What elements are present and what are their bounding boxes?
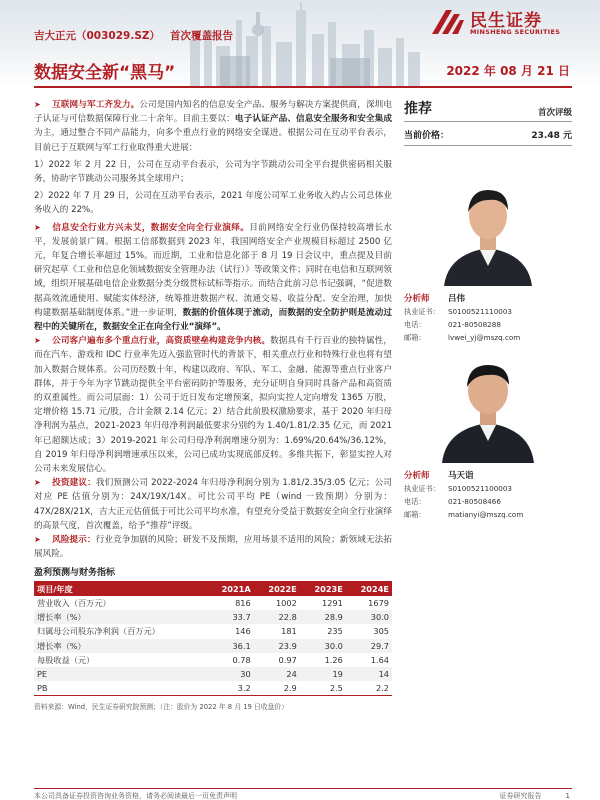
table-row: 营业收入（百万元） 816 1002 1291 1679 (37, 597, 389, 608)
footer-divider (34, 788, 572, 789)
financial-table (34, 582, 392, 697)
analyst-name: 吕伟 (448, 294, 466, 304)
analyst-role: 分析师 (404, 471, 430, 481)
table-header-row (34, 582, 392, 596)
footer-meta (476, 791, 570, 800)
bullet-arrow-icon: ➤ (34, 222, 41, 232)
paragraph-item-2: 2）2022 年 7 月 29 日，公司在互动平台表示，2021 年度公司军工业务收入约占公司总体业务收入的 22%。 (34, 191, 392, 216)
table-row: 归属母公司股东净利润（百万元） 146 181 235 305 (37, 626, 389, 637)
report-type: 首次覆盖报告 (170, 30, 233, 42)
analyst-photo (404, 176, 572, 286)
footer-disclaimer: 本公司具备证券投资咨询业务资格，请务必阅读最后一页免责声明 (34, 792, 237, 800)
analyst-role: 分析师 (404, 294, 430, 304)
paragraph-business: ➤ 互联网与军工齐发力。公司是国内知名的信息安全产品、服务与解决方案提供商，深圳电子认证与可信数据保障行业二十余年。目前主要以：电子认证产品、信息安全服务和安全集成为主，通过整合不同产品能力，向多个重点行业的网络安全谋进。根据公司在互动平台表示，目前已于互联网与军工行业取得重大进展： (34, 100, 392, 153)
paragraph-item-1: 1）2022 年 2 月 22 日，公司在互动平台表示，公司为字节跳动公司全平台提供密码相关服务，协助字节跳动公司服务其全球用户； (34, 159, 392, 185)
table-header-cell: 2022E (254, 582, 300, 596)
report-subtitle (34, 28, 243, 43)
analyst-name-row (404, 292, 572, 304)
company-ticker: 吉大正元（003029.SZ） (34, 30, 160, 42)
price-row (404, 128, 572, 146)
analyst-email[interactable]: lvwei_yj@mszq.com (448, 333, 521, 342)
analyst-email-row: 邮箱： matianyi@mszq.com (404, 510, 524, 519)
table-header-cell: 2021A (207, 582, 254, 596)
report-body (34, 98, 392, 715)
analyst-email[interactable]: matianyi@mszq.com (448, 510, 524, 519)
page-title: 数据安全新“黑马” (34, 63, 176, 83)
table-row: 每股收益（元） 0.78 0.97 1.26 1.64 (37, 654, 389, 665)
logo-chinese-text: 民生证券 (470, 11, 542, 31)
analyst-name: 马天诣 (448, 471, 474, 481)
table-row: 增长率（%） 36.1 23.9 30.0 29.7 (34, 639, 392, 653)
table-row: 增长率（%） 33.7 22.8 28.9 30.0 (34, 610, 392, 624)
analyst-phone-row: 电话： 021-80508288 (404, 320, 501, 329)
header-divider (34, 86, 572, 88)
sidebar (404, 98, 572, 520)
header-banner (0, 0, 600, 88)
price-value: 23.48 元 (531, 131, 572, 141)
table-header-cell: 2024E (346, 582, 392, 596)
table-row: PE 30 24 19 14 (34, 667, 392, 681)
table-source-note: 资料来源：Wind，民生证券研究院预测；（注：股价为 2022 年 8 月 19 日收盘价） (34, 703, 289, 712)
analyst-name-row (404, 469, 572, 481)
table-title: 盈利预测与财务指标 (34, 566, 392, 582)
rating-row (404, 98, 572, 122)
table-header-cell: 2023E (300, 582, 346, 596)
bullet-arrow-icon: ➤ (34, 100, 41, 109)
price-label: 当前价格： (404, 131, 450, 141)
table-header-cell: 项目/年度 (34, 582, 207, 596)
paragraph-risk: ➤ 风险提示：行业竞争加剧的风险；研发不及预期，应用场景不适用的风险；新领域无法拓展风险。 (34, 535, 392, 560)
bullet-arrow-icon: ➤ (34, 336, 41, 346)
analyst-email-row: 邮箱： lvwei_yj@mszq.com (404, 333, 521, 342)
paragraph-industry: ➤ 信息安全行业方兴未艾，数据安全向全行业演绎。目前网络安全行业仍保持较高增长水平，发展前景广阔。根据工信部数据到 2023 年，我国网络安全产业规模目标超过 2500 亿元，年复合增长率超过 15%。而近期，工业和信息化部于 8 月 19 日会议中，重点提及目前研究起草《工业和信息化领域数据安全管理办法（试行）》等政策文件；同时在电信和互联网领域，组织开展基础电信企业数据分类分级贯标试标等指示。而结合此前习总书记强调，“促进数据高效流通使用、赋能实体经济，统筹推进数据产权、流通交易、收益分配、安全治理，加快构建数据基础制度体系。”进一步证明，数据的价值体现于流动，而数据的安全防护则是流动过程中的关键所在，数据安全正在向全行业“演绎”。 (34, 222, 392, 333)
footer-doc-type: 证券研究报告 (499, 792, 542, 800)
rating-value: 推荐 (404, 101, 432, 117)
logo-english-text: MINSHENG SECURITIES (470, 28, 561, 36)
paragraph-customers: ➤ 公司客户遍布多个重点行业，高资质壁垒构建竞争内核。数据具有千行百业的独特属性，而在汽车、游戏和 IDC 行业率先迈入强监管时代的背景下，相关重点行业和特殊行业也将有望加入数据合规体系。公司历经数十年，构建以政府、军队、军工、金融、能源等重点行业客户群体，并于今年为字节跳动提供全平台密码防护等服务，充分证明自身同时具备产品和高资质的双重属性。而公司层面：1）公司于近日发布定增预案，拟向实控人定向增发 1365 万股，定增价格 15.71 元/股，合计金额 2.14 亿元；2）结合此前股权激励要求，基于 2020 年归母净利润为基点，2021-2023 年归母净利润最低要求分别约为 1.40/1.81/2.35 亿元，而 2021 年已超额达成；3）2019-2021 年公司归母净利润增速分别为：1.69%/20.64%/36.12%，自 2019 年归母净利润增速承压以来，公司已成功实现底部反转。多维共振下，彰显实控人对公司未来发展信心。 (34, 336, 392, 475)
paragraph-investment: ➤ 投资建议：我们预测公司 2022-2024 年归母净利润分别为 1.81/2.35/3.05 亿元；公司对应 PE 估值分别为：24X/19X/14X。可比公司平均 PE（wind 一致预期）分别为：47X/28X/21X，吉大正元估值低于可比公司平均水准，有望充分受益于数据安全向全行业演绎的高景气度，首次覆盖，给予“推荐”评级。 (34, 478, 392, 531)
page-number: 1 (565, 792, 570, 800)
minsheng-logo (428, 6, 578, 40)
analyst-photo (404, 353, 572, 463)
report-date: 2022 年 08 月 21 日 (446, 64, 570, 78)
table-row: PB 3.2 2.9 2.5 2.2 (34, 681, 392, 696)
bullet-arrow-icon: ➤ (34, 535, 41, 545)
analyst-phone-row: 电话： 021-80508466 (404, 497, 501, 506)
rating-note: 首次评级 (537, 108, 572, 118)
analyst-cert-row: 执业证书： S0100521100003 (404, 484, 513, 493)
logo-mark-icon (428, 6, 466, 38)
bullet-arrow-icon: ➤ (34, 478, 41, 488)
analyst-cert-row: 执业证书： S0100521110003 (404, 307, 513, 316)
